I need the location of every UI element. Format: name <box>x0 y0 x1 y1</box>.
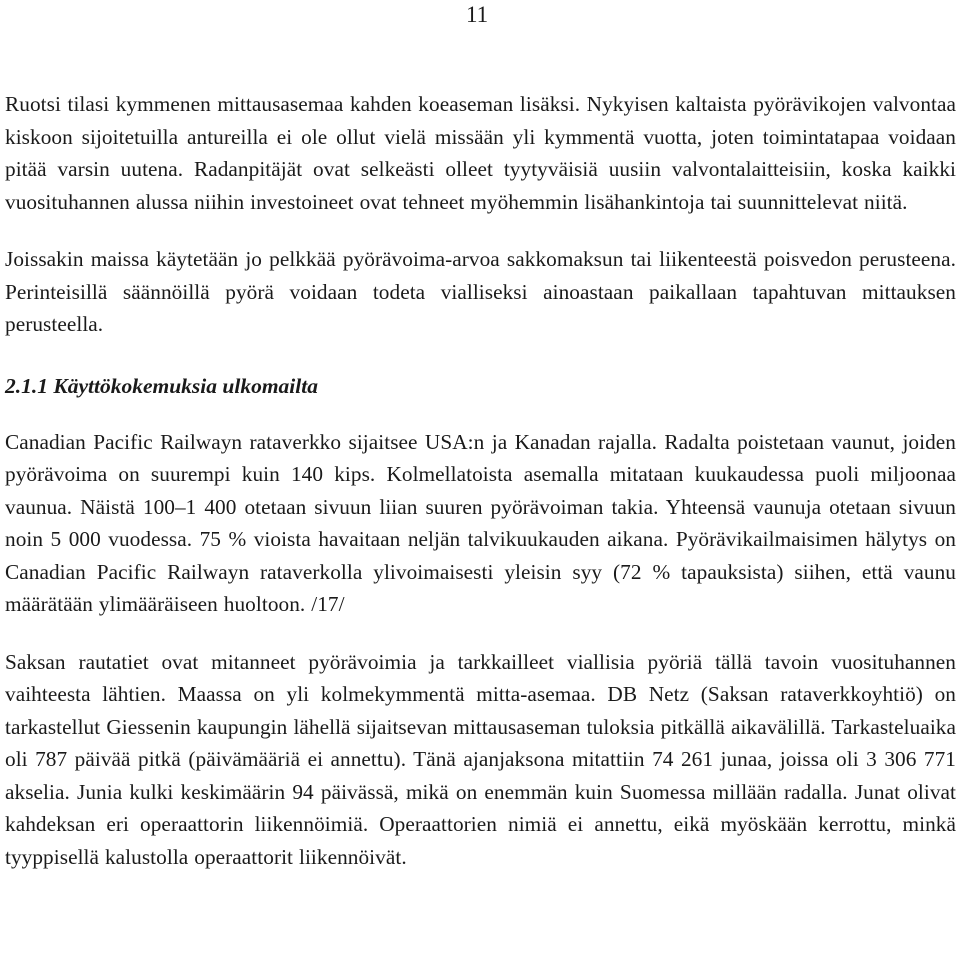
paragraph-germany: Saksan rautatiet ovat mitanneet pyörävoimia ja tarkkailleet viallisia pyöriä tällä tavoin vuosituhannen vaihteesta lähtien. Maassa on yli kolmekymmentä mitta-asemaa. DB Netz (Saksan rataverkkoyhtiö) on tarkastellut Giessenin kaupungin lähellä sijaitsevan mittausaseman tuloksia pitkällä aikavälillä. Tarkasteluaika oli 787 päivää pitkä (päivämääriä ei annettu). Tänä ajanjaksona mitattiin 74 261 junaa, joissa oli 3 306 771 akselia. Junia kulki keskimäärin 94 päivässä, mikä on enemmän kuin Suomessa millään radalla. Junat olivat kahdeksan eri operaattorin liikennöimiä. Operaattorien nimiä ei annettu, eikä myöskään kerrottu, minkä tyyppisellä kalustolla operaattorit liikennöivät. <box>5 649 956 869</box>
document-body <box>5 88 956 873</box>
paragraph-sweden: Ruotsi tilasi kymmenen mittausasemaa kahden koeaseman lisäksi. Nykyisen kaltaista pyörävikojen valvontaa kiskoon sijoitetuilla antureilla ei ole ollut vielä missään yli kymmentä vuotta, joten toimintatapaa voidaan pitää varsin uutena. Radanpitäjät ovat selkeästi olleet tyytyväisiä uusiin valvontalaitteisiin, koska kaikki vuosituhannen alussa niihin investoineet ovat tehneet myöhemmin lisähankintoja tai suunnittelevat niitä. <box>5 92 956 214</box>
page-number: 11 <box>466 2 489 27</box>
section-heading: 2.1.1 Käyttökokemuksia ulkomailta <box>5 373 318 398</box>
paragraph-canadian-pacific: Canadian Pacific Railwayn rataverkko sijaitsee USA:n ja Kanadan rajalla. Radalta poistetaan vaunut, joiden pyörävoima on suurempi kuin 140 kips. Kolmellatoista asemalla mitataan kuukaudessa puoli miljoonaa vaunua. Näistä 100–1 400 otetaan sivuun liian suuren pyörävoiman takia. Yhteensä vaunuja otetaan sivuun noin 5 000 vuodessa. 75 % vioista havaitaan neljän talvikuukauden aikana. Pyörävikailmaisimen hälytys on Canadian Pacific Railwayn rataverkolla ylivoimaisesti yleisin syy (72 % tapauksista) siihen, että vaunu määrätään ylimääräiseen huoltoon. /17/ <box>5 429 956 616</box>
paragraph-wheel-force-criteria: Joissakin maissa käytetään jo pelkkää pyörävoima-arvoa sakkomaksun tai liikenteestä poisvedon perusteena. Perinteisillä säännöillä pyörä voidaan todeta vialliseksi ainoastaan paikallaan tapahtuvan mittauksen perusteella. <box>5 247 956 336</box>
